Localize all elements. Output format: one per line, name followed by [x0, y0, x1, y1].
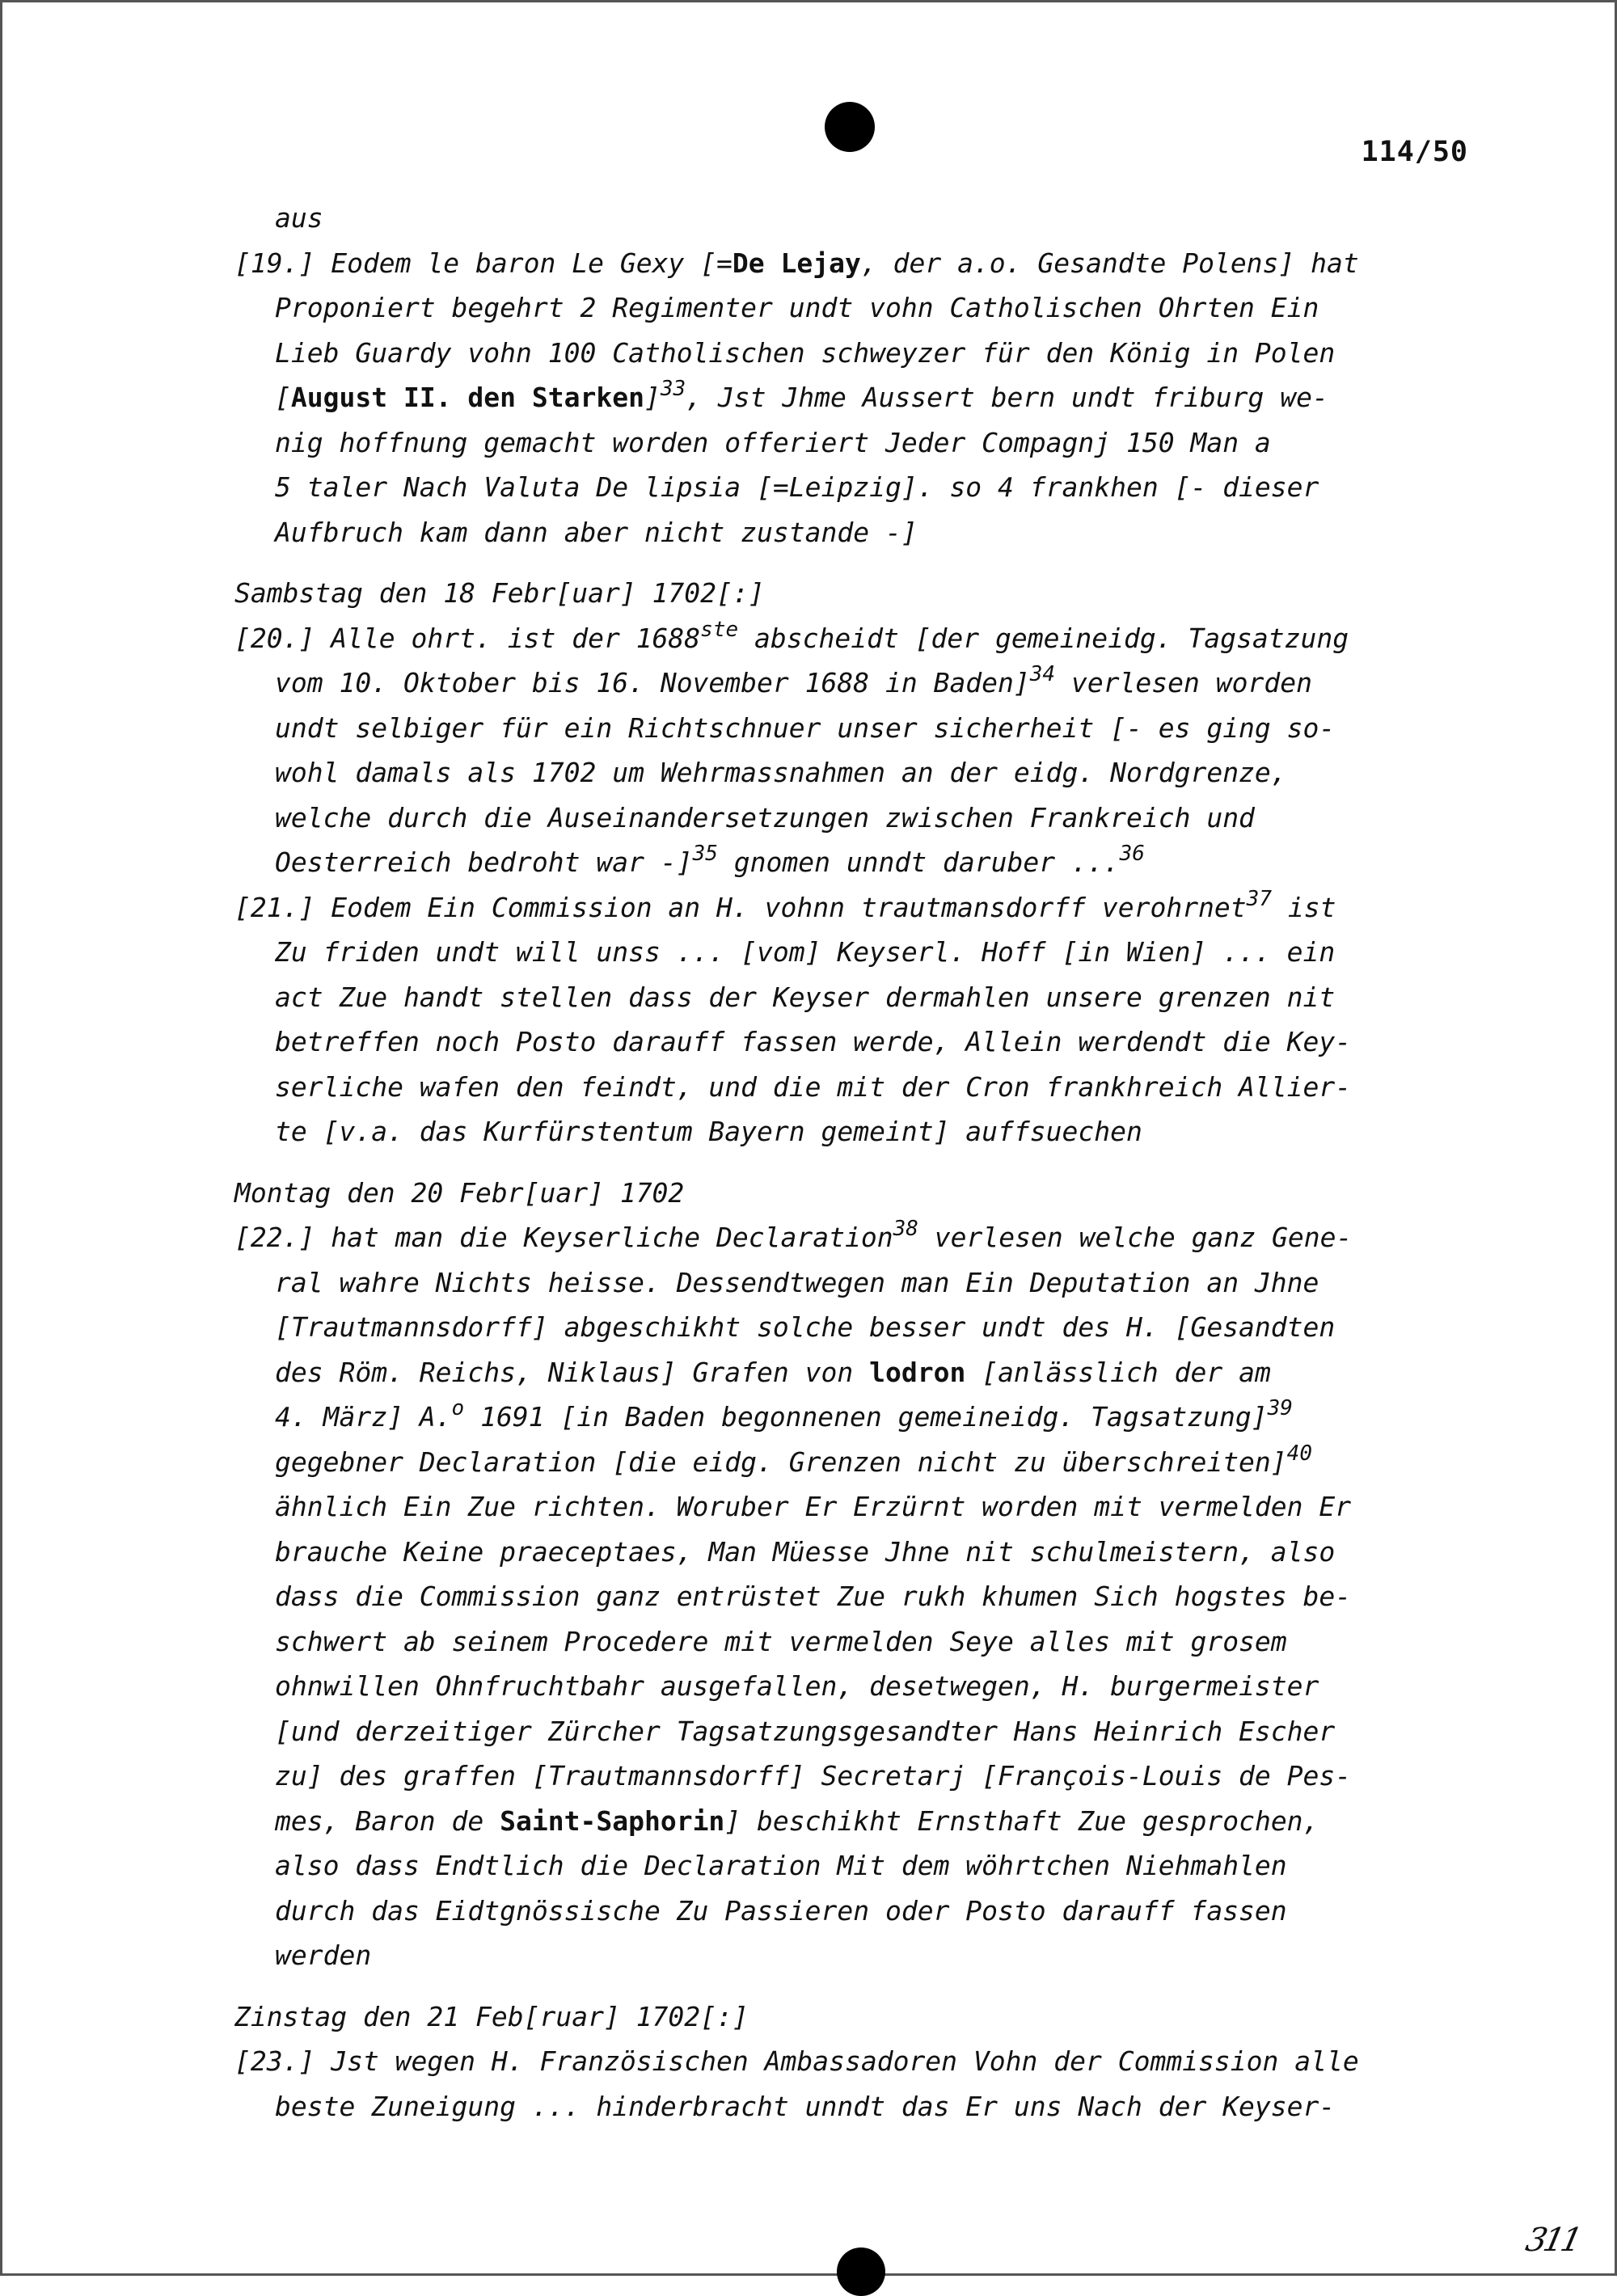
- footnote-ref: 33: [660, 377, 686, 401]
- text-line: 5 taler Nach Valuta De lipsia [=Leipzig]. so 4 frankhen [- dieser: [275, 471, 1319, 503]
- document-body: [234, 196, 1496, 2129]
- footnote-ref: 34: [1029, 662, 1056, 686]
- superscript: o: [451, 1396, 465, 1420]
- footnote-ref: 39: [1267, 1396, 1293, 1420]
- text-line: te [v.a. das Kurfürstentum Bayern gemeint] auffsuechen: [275, 1116, 1142, 1147]
- page-number: 114/50: [1361, 136, 1468, 168]
- superscript: ste: [700, 617, 739, 642]
- text-line: brauche Keine praeceptaes, Man Müesse Jhne nit schulmeistern, also: [275, 1535, 1336, 1568]
- date-heading: Montag den 20 Febr[uar] 1702: [234, 1176, 685, 1209]
- entry-20: [20.] Alle ohrt. ist der 1688ste abscheidt [der gemeineidg. Tagsatzung: [234, 617, 1349, 654]
- footnote-ref: 38: [893, 1217, 918, 1241]
- date-heading: Zinstag den 21 Feb[ruar] 1702[:]: [234, 2000, 749, 2032]
- text-line: welche durch die Auseinandersetzungen zwischen Frankreich und: [275, 801, 1255, 834]
- entry-22: [22.] hat man die Keyserliche Declaration$^{38}$ verlesen welche ganz Gene-: [234, 1217, 1353, 1253]
- punch-hole-top: [825, 102, 875, 152]
- entry-21: [21.] Eodem Ein Commission an H. vohnn trautmansdorff verohrnet$^{37}$ ist: [234, 886, 1336, 923]
- footnote-ref: 35: [692, 842, 718, 866]
- footnote-ref: 36: [1119, 842, 1145, 866]
- text-line: werden: [275, 1939, 372, 1971]
- footnote-ref: 37: [1246, 886, 1272, 911]
- text-line: [Trautmannsdorff] abgeschikht solche besser undt des H. [Gesandten: [275, 1311, 1336, 1343]
- text-line: [und derzeitiger Zürcher Tagsatzungsgesandter Hans Heinrich Escher: [275, 1715, 1336, 1747]
- text-line: betreffen noch Posto darauff fassen werde, Allein werdendt die Key-: [275, 1026, 1352, 1057]
- text-line: ohnwillen Ohnfruchtbahr ausgefallen, desetwegen, H. burgermeister: [275, 1670, 1319, 1702]
- text-line: act Zue handt stellen dass der Keyser dermahlen unsere grenzen nit: [275, 981, 1336, 1013]
- text-line: Aufbruch kam dann aber nicht zustande -]: [275, 516, 918, 548]
- text-line: schwert ab seinem Procedere mit vermelden Seye alles mit grosem: [275, 1625, 1287, 1657]
- text-line: dass die Commission ganz entrüstet Zue rukh khumen Sich hogstes be-: [275, 1581, 1352, 1612]
- text-line: ral wahre Nichts heisse. Dessendtwegen man Ein Deputation an Jhne: [275, 1266, 1319, 1298]
- punch-hole-bottom: [837, 2247, 885, 2296]
- date-heading: Sambstag den 18 Febr[uar] 1702[:]: [234, 577, 765, 609]
- text-line: 4. März] A.$^o$ 1691 [in Baden begonnenen gemeineidg. Tagsatzung]$^{39}$: [275, 1396, 1293, 1433]
- text-line: gegebner Declaration [die eidg. Grenzen nicht zu überschreiten]$^{40}$: [275, 1441, 1312, 1478]
- text-line: Oesterreich bedroht war -]$^{35}$ gnomen unndt daruber ...$^{36}$: [275, 842, 1145, 878]
- text-line: also dass Endtlich die Declaration Mit dem wöhrtchen Niehmahlen: [275, 1850, 1287, 1881]
- text-line: undt selbiger für ein Richtschnuer unser sicherheit [- es ging so-: [275, 711, 1336, 744]
- text-line: serliche wafen den feindt, und die mit der Cron frankhreich Allier-: [275, 1070, 1352, 1103]
- text-line: aus: [275, 202, 323, 234]
- text-line: nig hoffnung gemacht worden offeriert Jeder Compagnj 150 Man a: [275, 426, 1271, 458]
- text-line: wohl damals als 1702 um Wehrmassnahmen an der eidg. Nordgrenze,: [275, 757, 1287, 788]
- text-line: Zu friden undt will unss ... [vom] Keyserl. Hoff [in Wien] ... ein: [275, 936, 1336, 968]
- text-line: Proponiert begehrt 2 Regimenter undt vohn Catholischen Ohrten Ein: [275, 292, 1319, 323]
- entry-23: [23.] Jst wegen H. Französischen Ambassadoren Vohn der Commission alle: [234, 2045, 1359, 2077]
- text-line: durch das Eidtgnössische Zu Passieren oder Posto darauff fassen: [275, 1894, 1287, 1927]
- text-line: vom 10. Oktober bis 16. November 1688 in Baden]$^{34}$ verlesen worden: [275, 662, 1312, 699]
- text-line: mes, Baron de Saint-Saphorin] beschikht Ernsthaft Zue gesprochen,: [275, 1804, 1319, 1837]
- text-line: Lieb Guardy vohn 100 Catholischen schweyzer für den König in Polen: [275, 336, 1336, 369]
- handwritten-folio-number: 311: [1522, 2222, 1582, 2259]
- footnote-ref: 40: [1286, 1441, 1312, 1466]
- text-line: beste Zuneigung ... hinderbracht unndt das Er uns Nach der Keyser-: [275, 2090, 1336, 2122]
- text-line: des Röm. Reichs, Niklaus] Grafen von lodron [anlässlich der am: [275, 1356, 1271, 1388]
- text-line: ähnlich Ein Zue richten. Woruber Er Erzürnt worden mit vermelden Er: [275, 1491, 1352, 1522]
- entry-19: [19.] Eodem le baron Le Gexy [=De Lejay, der a.o. Gesandte Polens] hat: [234, 247, 1359, 279]
- text-line: zu] des graffen [Trautmannsdorff] Secretarj [François-Louis de Pes-: [275, 1760, 1352, 1792]
- text-line: [August II. den Starken]$^{33}$, Jst Jhme Aussert bern undt friburg we-: [275, 377, 1328, 413]
